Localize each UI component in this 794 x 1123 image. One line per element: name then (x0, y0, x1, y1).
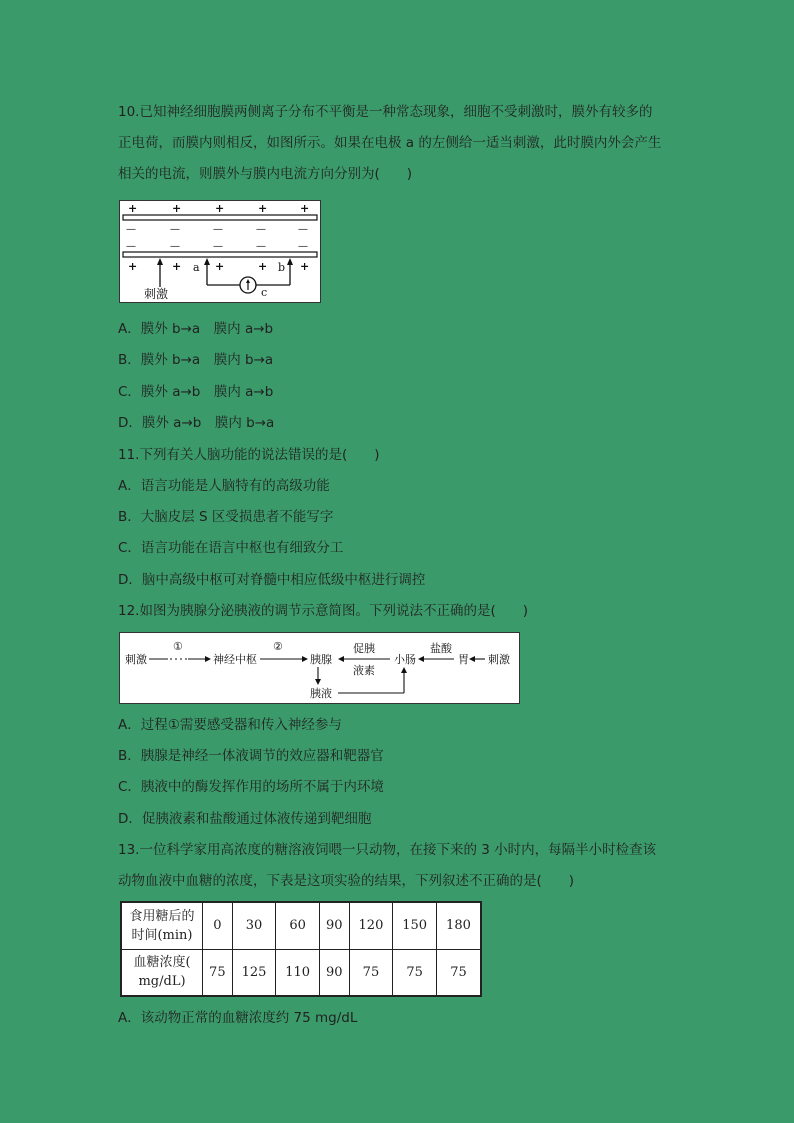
electrode-a-label: a (193, 261, 200, 274)
charge-plus: + (300, 202, 310, 215)
pancreas-label: 胰腺 (310, 653, 332, 666)
pancreatic-juice-label: 胰液 (310, 687, 332, 700)
table-cell: 75 (393, 949, 437, 996)
table-cell: 30 (232, 902, 276, 949)
charge-plus: + (128, 202, 138, 215)
charge-plus: + (258, 260, 268, 273)
charge-minus: — (213, 241, 223, 252)
q13-stem-line-2: 动物血液中血糖的浓度，下表是这项实验的结果，下列叙述不正确的是( ) (118, 873, 575, 889)
table-row-glucose (121, 949, 481, 996)
q11-option-c[interactable]: C．语言功能在语言中枢也有细致分工 (118, 540, 344, 556)
arrow-2 (302, 656, 308, 662)
q11-option-b[interactable]: B．大脑皮层 S 区受损患者不能写字 (118, 509, 334, 525)
charge-minus: — (170, 241, 180, 252)
q12-option-d[interactable]: D．促胰液素和盐酸通过体液传递到靶细胞 (118, 811, 372, 827)
charge-minus: — (298, 224, 308, 235)
table-cell: 150 (393, 902, 437, 949)
q10-option-b[interactable]: B．膜外 b→a 膜内 b→a (118, 352, 274, 368)
neural-center-label: 神经中枢 (213, 653, 257, 666)
blood-glucose-table (120, 901, 482, 997)
arrow-stomach (469, 656, 475, 662)
galvanometer-label: c (261, 286, 268, 299)
arrow-juice (315, 679, 321, 685)
lower-membrane (123, 252, 317, 257)
charge-plus: + (258, 202, 268, 215)
stomach-label: 胃 (458, 653, 469, 666)
table-cell: 75 (203, 949, 233, 996)
charge-plus: + (215, 260, 225, 273)
table-cell: 90 (319, 902, 349, 949)
charge-minus: — (170, 224, 180, 235)
hormone-top-label: 促胰 (353, 642, 375, 655)
table-row-time (121, 902, 481, 949)
charge-minus: — (213, 224, 223, 235)
acid-label: 盐酸 (430, 642, 452, 655)
step-1-label: ① (173, 640, 183, 653)
table-cell: 75 (436, 949, 481, 996)
q10-option-c[interactable]: C．膜外 a→b 膜内 a→b (118, 384, 274, 400)
q10-option-d[interactable]: D．膜外 a→b 膜内 b→a (118, 415, 275, 431)
q11-option-d[interactable]: D．脑中高级中枢可对脊髓中相应低级中枢进行调控 (118, 572, 426, 588)
charge-minus: — (256, 224, 266, 235)
q12-option-b[interactable]: B．胰腺是神经一体液调节的效应器和靶器官 (118, 748, 384, 764)
glucose-header-line-2: mg/dL) (138, 974, 186, 990)
q12-stem: 12.如图为胰腺分泌胰液的调节示意简图。下列说法不正确的是( ) (118, 603, 529, 619)
q10-stem-line-3: 相关的电流，则膜外与膜内电流方向分别为( ) (118, 166, 413, 182)
q13-option-a[interactable]: A．该动物正常的血糖浓度约 75 mg/dL (118, 1010, 358, 1026)
q10-stem-line-1: 10.已知神经细胞膜两侧离子分布不平衡是一种常态现象，细胞不受刺激时，膜外有较多的 (118, 104, 653, 120)
step-2-label: ② (273, 640, 283, 653)
charge-plus: + (172, 202, 182, 215)
table-cell: 75 (349, 949, 393, 996)
arrow-juice-intestine (401, 667, 407, 673)
q10-option-a[interactable]: A．膜外 b→a 膜内 a→b (118, 321, 274, 337)
upper-membrane (123, 215, 317, 220)
charge-minus: — (126, 241, 136, 252)
time-header-line-2: 时间(min) (131, 927, 193, 943)
arrow-1 (205, 656, 211, 662)
charge-minus: — (126, 224, 136, 235)
hormone-bottom-label: 液素 (353, 664, 375, 677)
charge-plus: + (215, 202, 225, 215)
table-cell: 125 (232, 949, 276, 996)
charge-plus: + (172, 260, 182, 273)
arrow-acid (418, 656, 424, 662)
q12-option-c[interactable]: C．胰液中的酶发挥作用的场所不属于内环境 (118, 779, 384, 795)
q10-stem-line-2: 正电荷，而膜内则相反，如图所示。如果在电极 a 的左侧给一适当刺激，此时膜内外会产生 (118, 135, 662, 151)
stimulus-label: 刺激 (144, 287, 169, 301)
table-cell: 110 (276, 949, 320, 996)
glucose-header-line-1: 血糖浓度( (133, 955, 191, 971)
electrode-b-label: b (278, 261, 286, 274)
charge-plus: + (300, 260, 310, 273)
intestine-label: 小肠 (394, 653, 416, 666)
stimulus-right-label: 刺激 (488, 653, 510, 666)
arrow-hormone (338, 656, 344, 662)
time-header-line-1: 食用糖后的 (129, 908, 195, 924)
table-cell: 90 (319, 949, 349, 996)
q11-option-a[interactable]: A．语言功能是人脑特有的高级功能 (118, 478, 330, 494)
table-cell: 0 (203, 902, 233, 949)
stimulus-left-label: 刺激 (125, 653, 147, 666)
q11-stem: 11.下列有关人脑功能的说法错误的是( ) (118, 447, 380, 463)
table-cell: 60 (276, 902, 320, 949)
nerve-membrane-figure (119, 200, 321, 303)
charge-minus: — (256, 241, 266, 252)
q12-option-a[interactable]: A．过程①需要感受器和传入神经参与 (118, 717, 342, 733)
pancreas-regulation-figure (119, 632, 520, 704)
q13-stem-line-1: 13.一位科学家用高浓度的糖溶液饲喂一只动物，在接下来的 3 小时内，每隔半小时检查该 (118, 842, 657, 858)
charge-plus: + (128, 260, 138, 273)
table-cell: 120 (349, 902, 393, 949)
table-cell: 180 (436, 902, 481, 949)
charge-minus: — (298, 241, 308, 252)
